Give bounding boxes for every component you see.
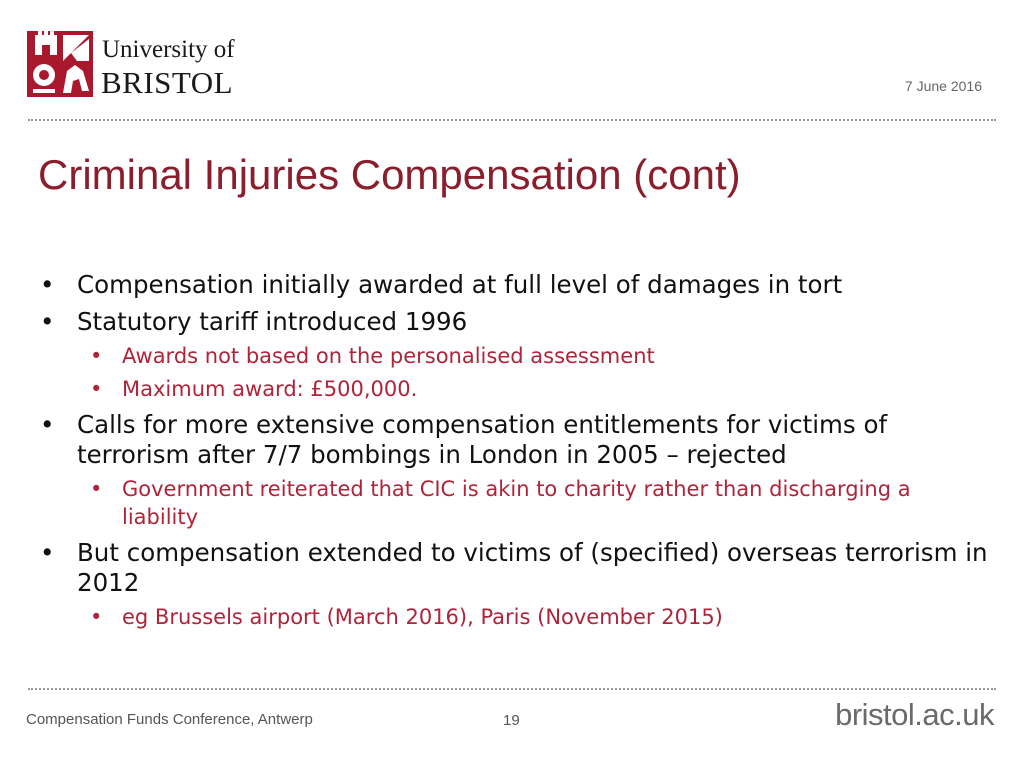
- logo-text-university-of: University of: [102, 36, 235, 63]
- footer-conference-name: Compensation Funds Conference, Antwerp: [26, 711, 313, 728]
- slide-title: Criminal Injuries Compensation (cont): [38, 151, 741, 198]
- footer-website: bristol.ac.uk: [835, 697, 994, 732]
- bullet-item: [40, 307, 990, 337]
- sub-bullet-icon: •: [90, 477, 103, 501]
- sub-bullet-item: [40, 342, 990, 370]
- logo-text-bristol: BRISTOL: [101, 65, 234, 100]
- sub-bullet-icon: •: [90, 605, 103, 629]
- bullet-text: Compensation initially awarded at full level of damages in tort: [77, 270, 843, 299]
- bullet-icon: •: [40, 410, 55, 439]
- sub-bullet-item: [40, 375, 990, 403]
- sub-bullet-text: Government reiterated that CIC is akin to charity rather than discharging a liability: [122, 477, 911, 529]
- sub-bullet-text: eg Brussels airport (March 2016), Paris (November 2015): [122, 605, 723, 629]
- university-crest-icon: [27, 31, 93, 97]
- bullet-icon: •: [40, 307, 55, 336]
- sub-bullet-text: Maximum award: £500,000.: [122, 377, 418, 401]
- university-logo: [27, 31, 249, 100]
- footer-divider: [28, 688, 996, 690]
- header-divider: [28, 119, 996, 121]
- sub-bullet-text: Awards not based on the personalised assessment: [122, 344, 655, 368]
- sub-bullet-icon: •: [90, 344, 103, 368]
- bullet-text: Calls for more extensive compensation entitlements for victims of terrorism after 7/7 bombings in London in 2005 – rejected: [77, 410, 888, 469]
- bullet-list: [40, 270, 990, 631]
- sub-bullet-item: [40, 603, 990, 631]
- slide-date: 7 June 2016: [904, 78, 982, 94]
- sub-bullet-item: [40, 475, 990, 531]
- bullet-text: But compensation extended to victims of (specified) overseas terrorism in 2012: [77, 538, 988, 597]
- bullet-icon: •: [40, 538, 55, 567]
- bullet-item: [40, 270, 990, 300]
- bullet-text: Statutory tariff introduced 1996: [77, 307, 468, 336]
- sub-bullet-icon: •: [90, 377, 103, 401]
- page-number: 19: [503, 712, 520, 729]
- bullet-icon: •: [40, 270, 55, 299]
- bullet-item: [40, 410, 990, 470]
- bullet-item: [40, 538, 990, 598]
